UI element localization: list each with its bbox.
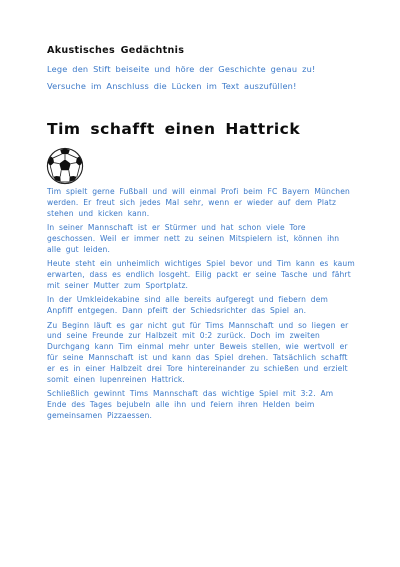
- story-paragraph-4: In der Umkleidekabine sind alle bereits aufgeregt und fiebern dem Anpfiff entgegen. Dann pfeift der Schiedsrichter das Spiel an.: [47, 295, 328, 316]
- worksheet-heading: Akustisches Gedächtnis: [47, 45, 185, 56]
- story-paragraph-1: Tim spielt gerne Fußball und will einmal Profi beim FC Bayern München werden. Er freut sich jedes Mal sehr, wenn er wieder auf dem Platz stehen und kicken kann.: [47, 187, 350, 218]
- instruction-line-1: Lege den Stift beiseite und höre der Geschichte genau zu!: [47, 64, 316, 74]
- story-text: [47, 187, 357, 422]
- worksheet: [47, 44, 357, 425]
- story-paragraph-6: Schließlich gewinnt Tims Mannschaft das wichtige Spiel mit 3:2. Am Ende des Tages bejubeln alle ihn und feiern ihren Helden beim gemeinsamen Pizzaessen.: [47, 389, 334, 421]
- story-title: Tim schafft einen Hattrick: [47, 120, 301, 138]
- soccer-ball-icon: [46, 147, 84, 185]
- instruction-line-2: Versuche im Anschluss die Lücken im Text auszufüllen!: [47, 81, 297, 91]
- story-paragraph-5: Zu Beginn läuft es gar nicht gut für Tims Mannschaft und so liegen er und seine Freunde zur Halbzeit mit 0:2 zurück. Doch im zweiten Durchgang kann Tim einmal mehr unter Beweis stellen, wie wertvoll er für seine Mannschaft ist und kann das Spiel drehen. Tatsächlich schafft er es in einer Halbzeit drei Tore hintereinander zu schießen und erzielt somit einen lupenreinen Hattrick.: [47, 320, 349, 385]
- story-paragraph-2: In seiner Mannschaft ist er Stürmer und hat schon viele Tore geschossen. Weil er immer nett zu seinen Mitspielern ist, können ihn alle gut leiden.: [47, 223, 340, 254]
- story-paragraph-3: Heute steht ein unheimlich wichtiges Spiel bevor und Tim kann es kaum erwarten, dass es endlich losgeht. Eilig packt er seine Tasche und fährt mit seiner Mutter zum Sportplatz.: [47, 259, 355, 291]
